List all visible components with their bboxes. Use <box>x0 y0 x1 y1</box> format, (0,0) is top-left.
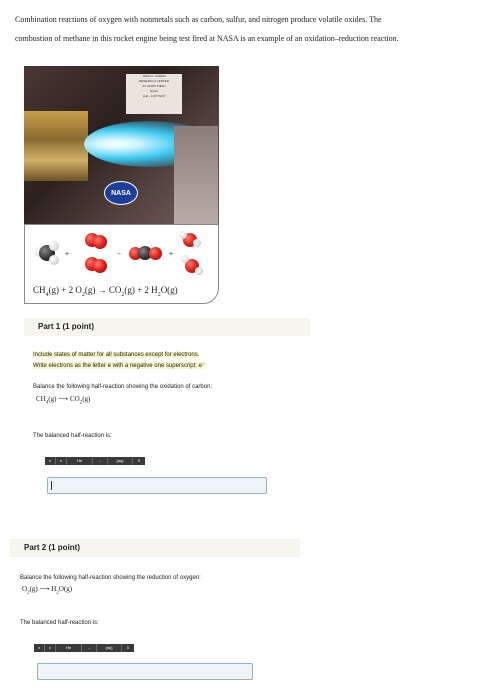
test-stand <box>174 126 218 224</box>
arrow-button[interactable]: → <box>93 457 108 465</box>
eq-state: (g) <box>84 285 96 295</box>
eq-subscript: 2 <box>121 291 125 298</box>
part1-answer-input[interactable] <box>47 477 267 494</box>
combustion-equation <box>33 285 178 298</box>
rx-arrow: ⟶ <box>37 585 52 593</box>
rx-state: (g) <box>82 395 91 403</box>
hydrogen-atom <box>181 255 189 263</box>
rx-text: H <box>51 585 57 593</box>
oxygen-atom <box>149 247 162 260</box>
oxygen-atom <box>93 235 107 249</box>
part1-header: Part 1 (1 point) <box>24 318 310 336</box>
rx-text: CH <box>36 395 46 403</box>
part1-prompt: Balance the following half-reaction showing the oxidation of carbon: <box>33 384 213 390</box>
rx-arrow: ⟶ <box>56 395 70 403</box>
state-button[interactable]: (aq) <box>97 644 122 652</box>
part1-note-states: Include states of matter for all substances except for electrons. <box>33 352 200 358</box>
subscript-button[interactable]: x <box>34 644 45 652</box>
eq-text: + 2 H <box>134 285 158 295</box>
rx-state: (g) <box>29 585 38 593</box>
molecule-models <box>33 233 213 279</box>
element-button[interactable]: He <box>67 457 93 465</box>
subscript-button[interactable]: x <box>45 457 56 465</box>
part2-prompt: Balance the following half-reaction showing the reduction of oxygen: <box>20 575 201 581</box>
intro-text <box>15 10 485 48</box>
part1-note-electrons: Write electrons as the letter e with a negative one superscript: e⁻ <box>33 363 206 369</box>
plus-sign: + <box>169 251 174 258</box>
part2-answer-label: The balanced half-reaction is: <box>20 620 99 626</box>
eq-text: + 2 O <box>59 285 82 295</box>
sign-line: NASA <box>149 89 159 93</box>
part2-answer-input[interactable] <box>37 663 253 680</box>
rx-text: CO <box>69 395 80 403</box>
rx-state: (g) <box>48 395 57 403</box>
part2-header: Part 2 (1 point) <box>10 539 300 557</box>
rocket-engine-photo <box>24 66 219 224</box>
part2-equation-toolbar <box>34 644 134 652</box>
plus-sign: + <box>65 251 70 258</box>
part1-answer-label: The balanced half-reaction is: <box>33 433 112 439</box>
eq-text: → CO <box>95 285 122 295</box>
test-sign <box>126 74 182 114</box>
rx-subscript: 2 <box>56 590 59 596</box>
hydrogen-atom <box>195 267 203 275</box>
hydrogen-atom <box>179 231 187 239</box>
hydrogen-atom <box>193 239 201 247</box>
delta-button[interactable]: δ <box>137 458 141 463</box>
eq-subscript: 2 <box>157 291 161 298</box>
superscript-button[interactable]: x <box>45 644 56 652</box>
intro-line-1: Combination reactions of oxygen with nonmetals such as carbon, sulfur, and nitrogen produce volatile oxides. The <box>15 15 382 24</box>
nasa-logo: NASA <box>104 181 138 205</box>
rx-subscript: 2 <box>27 590 30 596</box>
hydrogen-atom <box>49 255 59 265</box>
sign-line: RESEARCH CENTER <box>139 79 169 83</box>
reaction-molecules-panel <box>24 224 219 304</box>
state-button[interactable]: (aq) <box>108 457 133 465</box>
eq-state: (g) <box>48 285 60 295</box>
arrow-button[interactable]: → <box>82 644 97 652</box>
rx-subscript: 4 <box>45 400 49 406</box>
delta-button[interactable]: δ <box>126 645 130 650</box>
rx-subscript: 2 <box>79 400 83 406</box>
sign-line: JOHN C. GLENN <box>142 74 166 78</box>
eq-subscript: 2 <box>81 291 85 298</box>
sign-line: LH2 - LOX TEST <box>142 94 166 98</box>
oxygen-atom <box>93 259 107 273</box>
part1-half-reaction <box>36 395 90 405</box>
eq-state: (g) <box>124 285 135 295</box>
element-button[interactable]: He <box>56 644 82 652</box>
part1-equation-toolbar <box>45 457 145 465</box>
rx-state: O(g) <box>58 585 73 593</box>
superscript-button[interactable]: x <box>56 457 67 465</box>
engine-nozzle <box>24 111 88 181</box>
hydrogen-atom <box>49 241 59 251</box>
eq-subscript: 4 <box>45 291 49 298</box>
part2-half-reaction <box>22 585 72 595</box>
sign-line: AT LEWIS FIELD <box>142 84 166 88</box>
text-caret <box>51 481 52 490</box>
reaction-arrow: → <box>115 250 122 257</box>
eq-text: O(g) <box>160 285 178 295</box>
rx-text: O <box>22 585 28 593</box>
intro-line-2: combustion of methane in this rocket engine being test fired at NASA is an example of an oxidation–reduction reaction. <box>15 34 399 43</box>
eq-text: CH <box>33 285 46 295</box>
